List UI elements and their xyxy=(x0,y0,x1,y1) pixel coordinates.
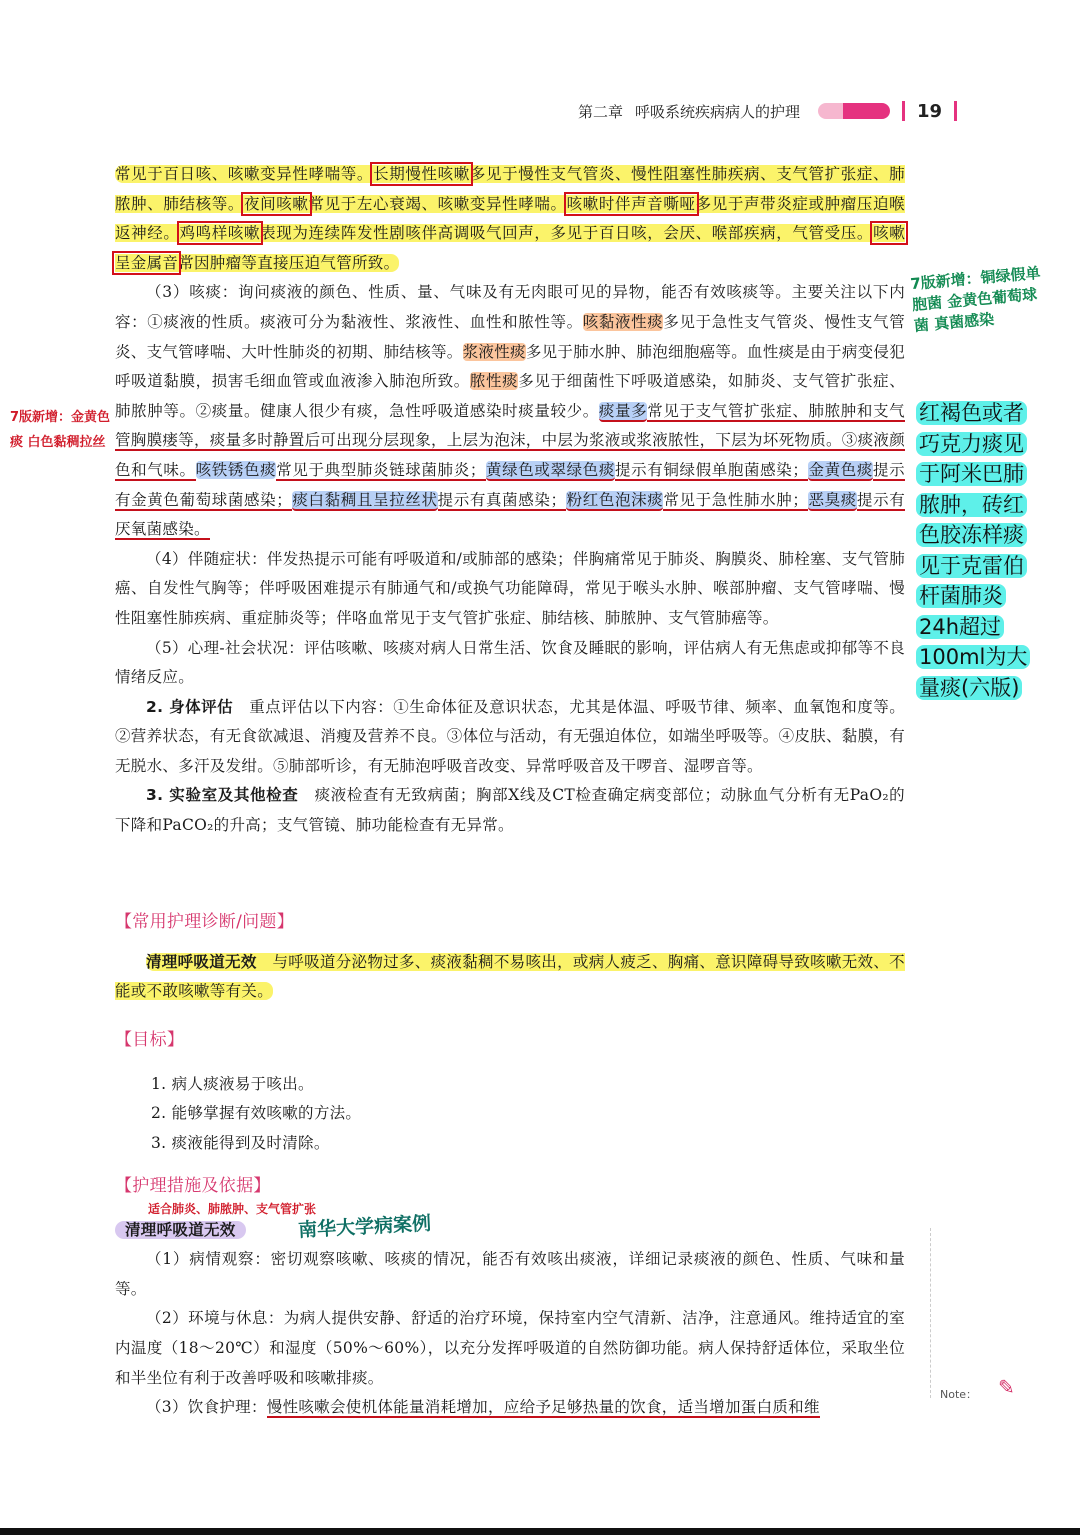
note-label: Note： xyxy=(940,1388,978,1401)
chapter-number: 第二章 xyxy=(578,102,624,121)
text-span: 多见于慢性支气管炎、慢性阻塞性肺疾病、支气管扩张症、肺脓肿、肺结核等。 xyxy=(115,165,905,213)
paragraph-observation: （1）病情观察：密切观察咳嗽、咳痰的情况，能否有效咳出痰液，详细记录痰液的颜色、性质、气味和量等。 xyxy=(115,1250,905,1298)
section-heading: 【常用护理诊断/问题】 xyxy=(115,912,295,932)
underlined-text: 慢性咳嗽会使机体能量消耗增加，应给予足够热量的饮食，适当增加蛋白质和维 xyxy=(266,1398,820,1417)
running-header xyxy=(578,98,969,124)
boxed-term: 长期慢性咳嗽 xyxy=(373,165,470,183)
highlight-term: 痰白黏稠且呈拉丝状 xyxy=(292,490,438,509)
chapter-title: 呼吸系统疾病病人的护理 xyxy=(635,102,801,121)
text-span: （3）咳痰：询问痰液的颜色、性质、量、气味及有无肉眼可见的异物，能否有效咳痰等。主要关注以下内容：①痰液的性质。痰液可分为黏液性、浆液性、血性和脓性等。 xyxy=(115,283,905,331)
subheading: 清理呼吸道无效 xyxy=(115,1221,246,1239)
highlight-term: 脓性痰 xyxy=(469,372,519,391)
text-span: 重点评估以下内容：①生命体征及意识状态，尤其是体温、呼吸节律、频率、血氧饱和度等。②营养状态，有无食欲减退、消瘦及营养不良。③体位与活动，有无强迫体位，如端坐呼吸等。④皮肤、黏膜，有无脱水、多汗及发绀。⑤肺部听诊，有无肺泡呼吸音改变、异常呼吸音及干啰音、湿啰音等。 xyxy=(115,697,906,775)
underlined-text: 常见于典型肺炎链球菌肺炎； xyxy=(276,460,486,479)
note-line xyxy=(916,520,1074,551)
boxed-term: 夜间咳嗽 xyxy=(244,194,309,213)
handwritten-note-cyan xyxy=(916,398,1074,703)
text-span: 痰液检查有无致病菌；胸部X线及CT检查确定病变部位；动脉血气分析有无PaO₂的下降和PaCO₂的升高；支气管镜、肺功能检查有无异常。 xyxy=(115,786,905,835)
list-item: 2. 能够掌握有效咳嗽的方法。 xyxy=(151,1104,362,1123)
text-span: 多见于急性支气管炎、慢性支气管炎、支气管哮喘、大叶性肺炎的初期、肺结核等。 xyxy=(115,312,905,361)
note-line xyxy=(916,581,1074,612)
text-span: 表现为连续阵发性剧咳伴高调吸气回声，多见于百日咳，会厌、喉部疾病，气管受压。 xyxy=(260,224,874,243)
highlight-term: 恶臭痰 xyxy=(808,490,857,509)
highlight-term: 金黄色痰 xyxy=(808,460,874,479)
note-line xyxy=(916,490,1074,521)
text-span: 常见于左心衰竭、咳嗽变异性哮喘。 xyxy=(308,194,567,213)
highlight-span xyxy=(115,165,905,272)
paragraph-diet xyxy=(115,1393,905,1423)
note-text: 于阿米巴肺 xyxy=(916,462,1027,486)
highlight-term: 痰量多 xyxy=(598,401,648,420)
section-heading: 【目标】 xyxy=(115,1030,185,1050)
pencil-icon: ✎ xyxy=(998,1375,1015,1399)
section-diagnosis xyxy=(115,908,905,1007)
note-line xyxy=(916,673,1074,704)
header-divider xyxy=(902,101,905,121)
subheading: 3. 实验室及其他检查 xyxy=(146,786,299,805)
note-margin xyxy=(930,1228,1023,1398)
text-span: 常因肿瘤等直接压迫气管所致。 xyxy=(178,253,400,272)
highlight-term: 粉红色泡沫痰 xyxy=(566,490,664,509)
text-span: 多见于肺水肿、肺泡细胞癌等。血性痰是由于病变侵犯呼吸道黏膜，损害毛细血管或血液渗入肺泡所致。 xyxy=(115,342,906,391)
paragraph-cough-types xyxy=(115,160,905,278)
paragraph-physical-exam xyxy=(115,693,905,782)
list-item: 1. 病人痰液易于咳出。 xyxy=(151,1074,314,1093)
underlined-text: 常见于急性肺水肿； xyxy=(663,490,809,509)
goal-list xyxy=(115,1070,905,1159)
text-span: 多见于细菌性下呼吸道感染，如肺炎、支气管扩张症、肺脓肿等。②痰量。健康人很少有痰，急性呼吸道感染时痰量较少。 xyxy=(115,372,905,420)
note-text: 24h超过 xyxy=(916,615,1004,639)
boxed-term: 咳嗽时伴声音嘶哑 xyxy=(566,194,696,213)
paragraph-accompanying-symptoms: （4）伴随症状：伴发热提示可能有呼吸道和/或肺部的感染；伴胸痛常见于肺炎、胸膜炎、肺栓塞、支气管肺癌、自发性气胸等；伴呼吸困难提示有肺通气和/或换气功能障碍，常见于喉头水肿、喉部肿瘤、支气管哮喘、慢性阻塞性肺疾病、重症肺炎等；伴咯血常见于支气管扩张症、肺结核、肺脓肿、支气管肺癌等。 xyxy=(115,549,905,627)
boxed-term: 咳嗽呈金属音 xyxy=(115,224,905,272)
note-text: 色胶冻样痰 xyxy=(916,523,1027,547)
underlined-text: 提示有真菌感染； xyxy=(437,490,567,509)
screen-bottom-bar xyxy=(0,1528,1080,1535)
note-text: 杆菌肺炎 xyxy=(916,584,1006,608)
underlined-text: 提示有铜绿假单胞菌感染； xyxy=(614,460,809,479)
measure-subheading xyxy=(115,1216,905,1246)
underlined-text: 提示有金黄色葡萄球菌感染； xyxy=(115,460,905,509)
subheading: 清理呼吸道无效 xyxy=(146,952,257,971)
text-span: （3）饮食护理： xyxy=(146,1398,267,1417)
paragraph-lab-tests xyxy=(115,781,905,840)
paragraph-psychosocial: （5）心理-社会状况：评估咳嗽、咳痰对病人日常生活、饮食及睡眠的影响，评估病人有无焦虑或抑郁等不良情绪反应。 xyxy=(115,638,905,687)
subheading: 2. 身体评估 xyxy=(146,697,234,716)
highlight-span xyxy=(115,953,905,1001)
note-text: 红褐色或者 xyxy=(916,401,1027,425)
note-line xyxy=(916,612,1074,643)
body-text-top xyxy=(115,160,905,841)
highlight-term: 浆液性痰 xyxy=(462,342,526,361)
highlight-term: 咳铁锈色痰 xyxy=(195,460,277,479)
highlight-term: 黄绿色或翠绿色痰 xyxy=(485,460,615,479)
note-line xyxy=(916,398,1074,429)
header-divider-right xyxy=(954,101,957,121)
section-goals xyxy=(115,1026,905,1158)
note-line xyxy=(916,551,1074,582)
list-item: 3. 痰液能得到及时清除。 xyxy=(151,1133,330,1152)
boxed-term: 鸡鸣样咳嗽 xyxy=(179,224,261,243)
handwritten-note-green: 7版新增：铜绿假单胞菌 金黄色葡萄球菌 真菌感染 xyxy=(909,263,1042,335)
note-text: 巧克力痰见 xyxy=(916,432,1027,456)
note-text: 量痰(六版) xyxy=(916,676,1022,700)
underlined-text: 常见于支气管扩张症、肺脓肿和支气管胸膜瘘等，痰量多时静置后可出现分层现象，上层为泡沫，中层为浆液或浆液脓性，下层为坏死物质。③痰液颜色和气味。 xyxy=(115,401,906,479)
paragraph-sputum xyxy=(115,278,905,544)
paragraph-environment: （2）环境与休息：为病人提供安静、舒适的治疗环境，保持室内空气清新、洁净，注意通风。维持适宜的室内温度（18～20℃）和湿度（50%～60%），以充分发挥呼吸道的自然防御功能。病人保持舒适体位，采取坐位和半坐位有利于改善呼吸和咳嗽排痰。 xyxy=(115,1309,905,1387)
note-text: 脓肿，砖红 xyxy=(916,493,1027,517)
text-span: 常见于百日咳、咳嗽变异性哮喘等。 xyxy=(115,165,374,183)
text-span: 与呼吸道分泌物过多、痰液黏稠不易咳出，或病人疲乏、胸痛、意识障碍导致咳嗽无效、不能或不敢咳嗽等有关。 xyxy=(115,952,905,1001)
highlight-term: 咳黏液性痰 xyxy=(582,312,664,331)
section-heading: 【护理措施及依据】 xyxy=(115,1176,271,1196)
page-number: 19 xyxy=(917,100,943,122)
note-text: 100ml为大 xyxy=(916,645,1030,669)
note-line xyxy=(916,642,1074,673)
underlined-text: 提示有厌氧菌感染。 xyxy=(115,490,905,539)
handwritten-note-teal: 南华大学病案例 xyxy=(297,1212,432,1242)
paragraph-diagnosis xyxy=(115,948,905,1007)
handwritten-note-red: 7版新增：金黄色痰 白色黏稠拉丝 xyxy=(10,410,111,450)
text-span: 多见于声带炎症或肿瘤压迫喉返神经。 xyxy=(115,194,905,243)
header-accent-bar xyxy=(818,103,890,119)
note-text: 见于克雷伯 xyxy=(916,554,1027,578)
note-line xyxy=(916,429,1074,460)
handwritten-note-small: 适合肺炎、肺脓肿、支气管扩张 xyxy=(148,1202,317,1216)
note-line xyxy=(916,459,1074,490)
